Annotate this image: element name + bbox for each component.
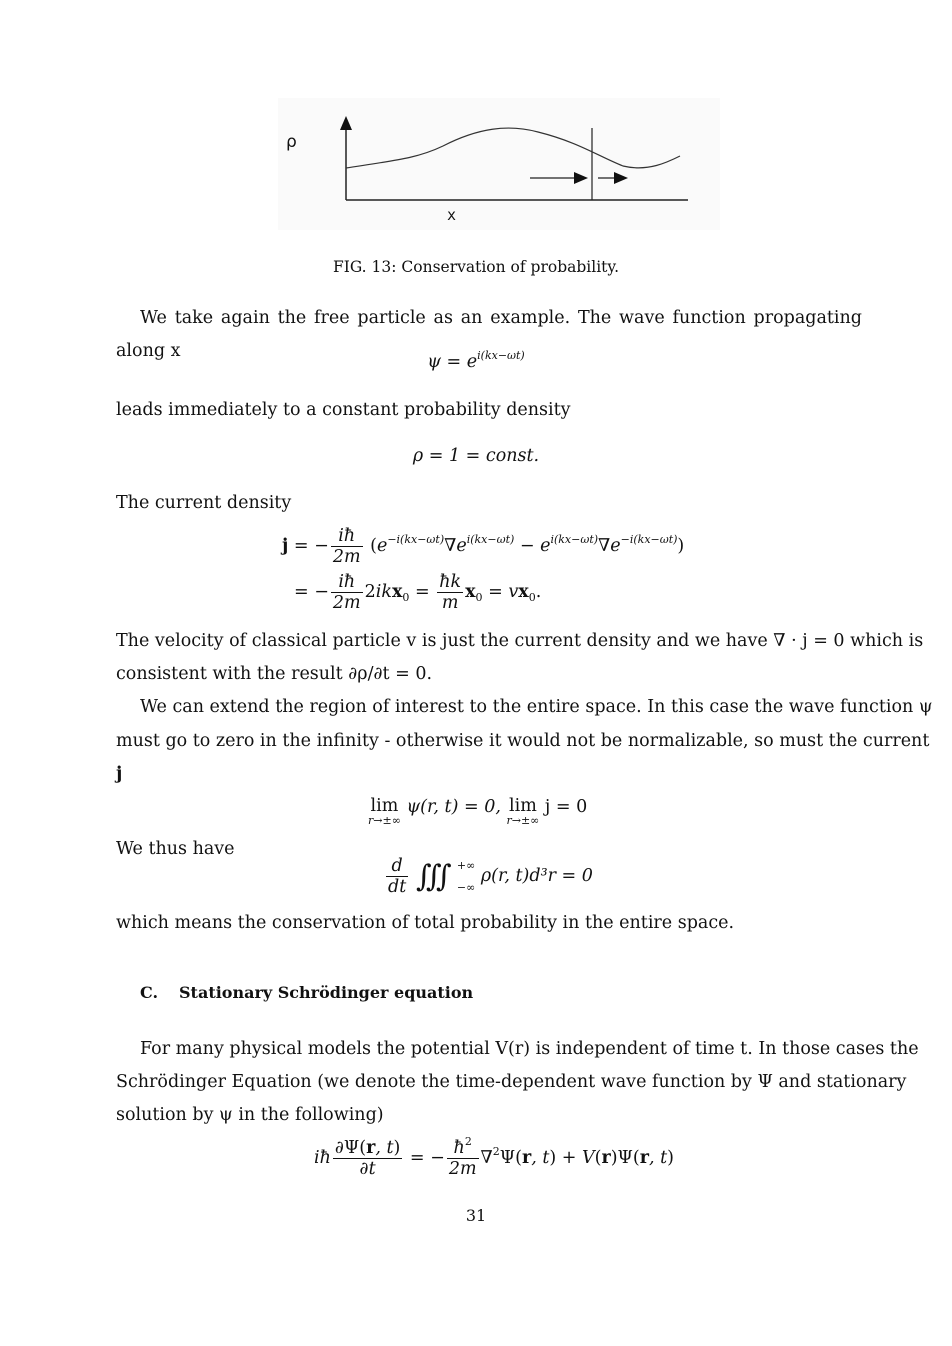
paragraph-stationary-line1: For many physical models the potential V(r) is independent of time t. In those cases the [140, 1039, 919, 1059]
paragraph-velocity-line1: The velocity of classical particle v is just the current density and we have ∇ · j = 0 which is [116, 631, 924, 651]
equation-current-line2: = − $\frac{iħ}{2m}$ 2ikx$_0$ = $\frac{ħk}{m}$ $x_0 = vx_0$. [294, 572, 542, 613]
equation-current-line1: j = − $\frac{iħ}{2m}$ $(e^{-i(kx-\omega t)}\nabla e^{i(kx-\omega t)} - e^{i(kx-\omega t)}\nabla e^{-i(kx-\omega t)})$ [282, 526, 685, 567]
paragraph-thus: We thus have [116, 839, 235, 859]
paragraph-density: leads immediately to a constant probability density [116, 400, 571, 420]
y-axis-label: ρ [286, 132, 297, 152]
paragraph-stationary-line2: Schrödinger Equation (we denote the time-dependent wave function by Ψ and stationary [116, 1072, 907, 1092]
section-title: Stationary Schrödinger equation [179, 983, 474, 1002]
y-axis-arrow [340, 116, 352, 130]
figure-caption: FIG. 13: Conservation of probability. [332, 258, 620, 276]
paragraph-extend-line1: We can extend the region of interest to the entire space. In this case the wave function ψ [140, 697, 933, 717]
equation-psi: $\psi = e^{i(kx-\omega t)}$ [427, 349, 525, 372]
section-number: C. [140, 983, 159, 1002]
paragraph-extend-line2: must go to zero in the infinity - otherwise it would not be normalizable, so must the current [116, 731, 930, 751]
paragraph-intro: We take again the free particle as an example. The wave function propagating along x [116, 308, 862, 361]
paragraph-extend-line3: j [116, 764, 123, 784]
equation-rho: ρ = 1 = const. [412, 446, 540, 466]
paragraph-current: The current density [116, 493, 292, 513]
paragraph-velocity-line2: consistent with the result ∂ρ/∂t = 0. [116, 664, 433, 684]
equation-schrodinger: iħ $\frac{\partial\Psi(r, t)}{\partial t}$ = − $\frac{ħ^2}{2m}$ ∇$^2$Ψ(r, t) + V(r)Ψ(r, t) [314, 1135, 674, 1179]
equation-integral: $\frac{d}{dt}$ ∭ +∞ −∞ ρ(r, t)d³r = 0 [388, 856, 593, 897]
x-axis-label: x [447, 206, 457, 224]
paragraph-stationary-line3: solution by ψ in the following) [116, 1105, 384, 1125]
equation-limit: lim r→±∞ ψ(r, t) = 0, lim r→±∞ j = 0 [368, 796, 588, 827]
probability-plot [278, 98, 720, 230]
flow-arrow-right-head [614, 172, 628, 184]
flow-arrow-left-head [574, 172, 588, 184]
density-curve [346, 128, 680, 168]
paragraph-conservation: which means the conservation of total probability in the entire space. [116, 913, 735, 933]
page-number: 31 [465, 1206, 487, 1225]
